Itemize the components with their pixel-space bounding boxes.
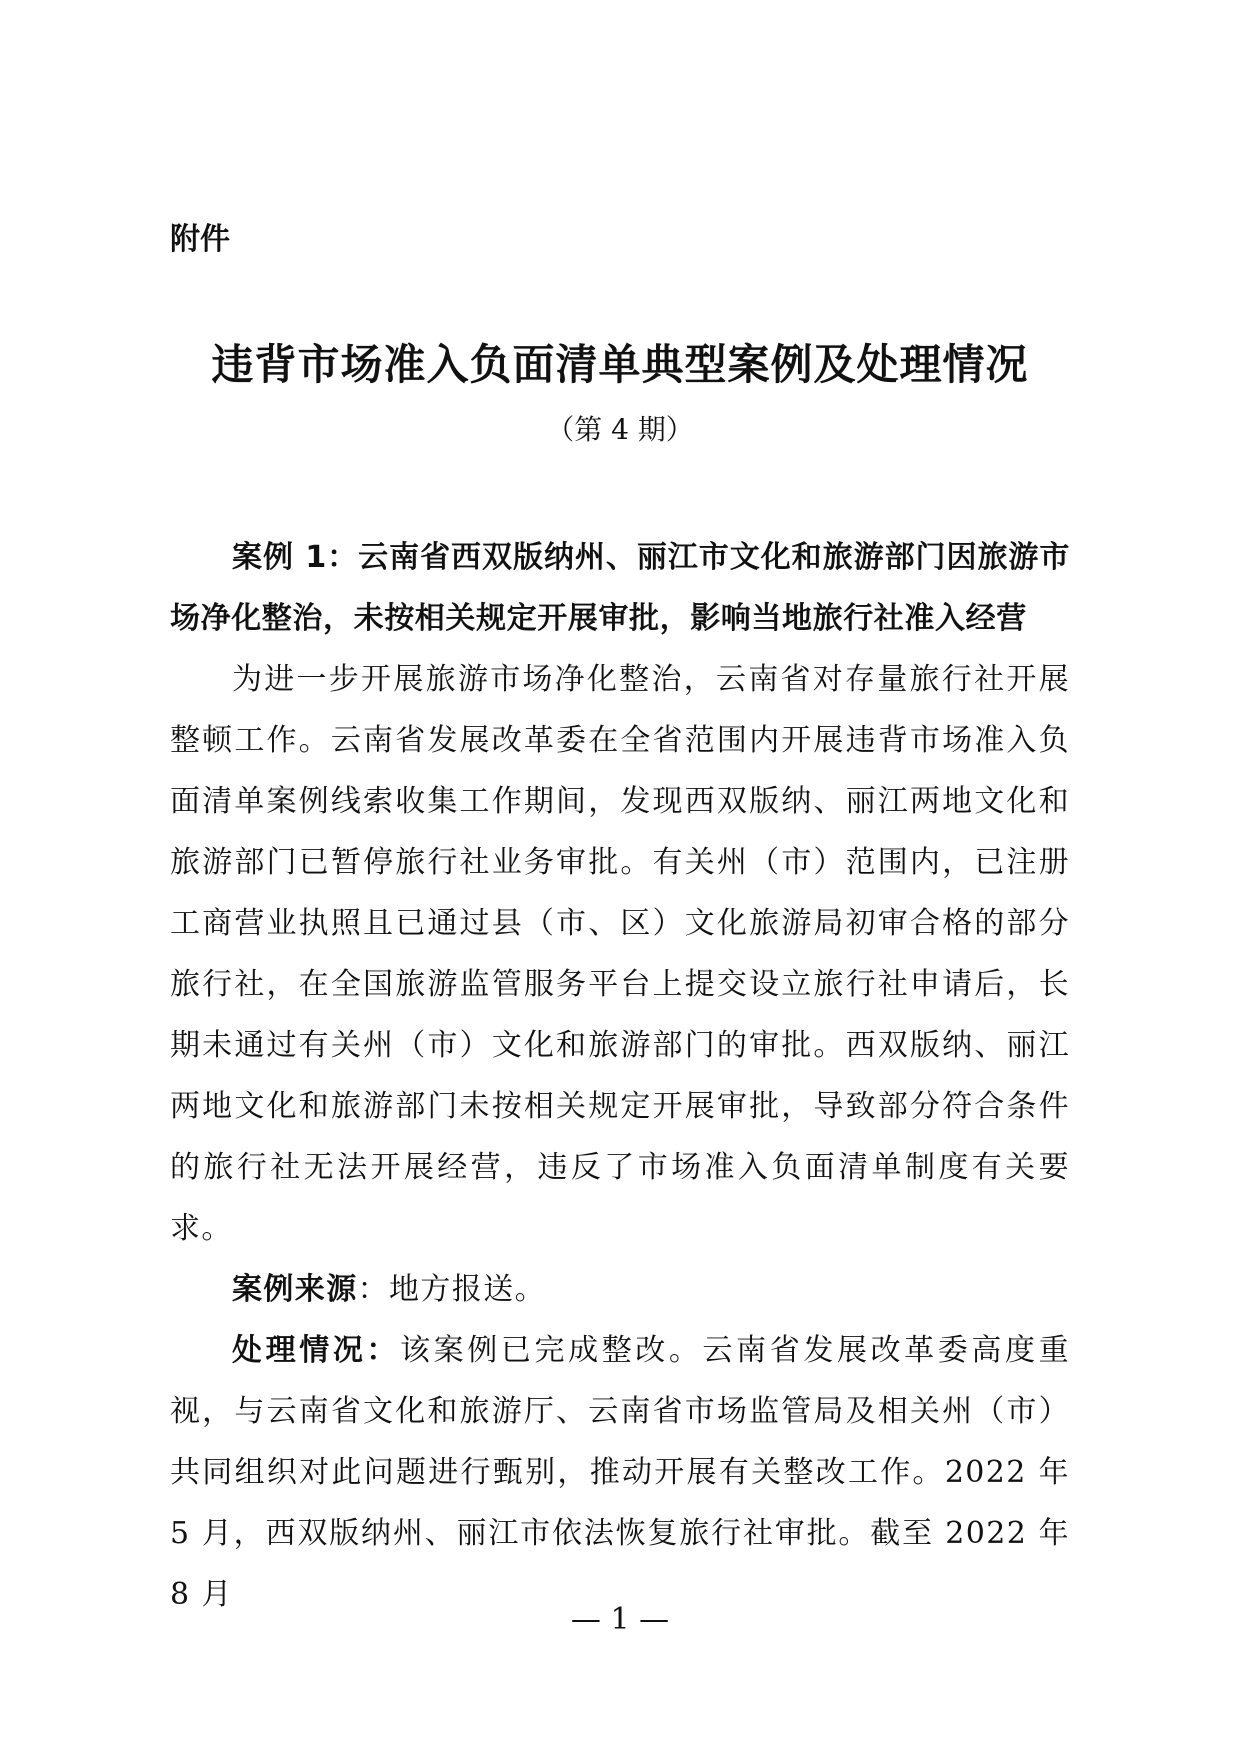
page-number: — 1 — xyxy=(570,1602,670,1637)
issue-number: （第 4 期） xyxy=(546,413,694,446)
document-body xyxy=(170,527,1070,1625)
document-title: 违背市场准入负面清单典型案例及处理情况 xyxy=(211,340,1029,389)
case-heading: 案例 1：云南省西双版纳州、丽江市文化和旅游部门因旅游市场净化整治，未按相关规定开展审批，影响当地旅行社准入经营 xyxy=(170,540,1070,636)
attachment-label: 附件 xyxy=(170,222,230,257)
case-source-label: 案例来源 xyxy=(232,1272,358,1307)
case-source-paragraph xyxy=(170,1259,1070,1320)
case-description: 为进一步开展旅游市场净化整治，云南省对存量旅行社开展整顿工作。云南省发展改革委在全省范围内开展违背市场准入负面清单案例线索收集工作期间，发现西双版纳、丽江两地文化和旅游部门已暂停旅行社业务审批。有关州（市）范围内，已注册工商营业执照且已通过县（市、区）文化旅游局初审合格的部分旅行社，在全国旅游监管服务平台上提交设立旅行社申请后，长期未通过有关州（市）文化和旅游部门的审批。西双版纳、丽江两地文化和旅游部门未按相关规定开展审批，导致部分符合条件的旅行社无法开展经营，违反了市场准入负面清单制度有关要求。 xyxy=(170,662,1070,1246)
case-handling-text: 该案例已完成整改。云南省发展改革委高度重视，与云南省文化和旅游厅、云南省市场监管局及相关州（市）共同组织对此问题进行甄别，推动开展有关整改工作。2022 年 5 月，西双版纳州、丽江市依法恢复旅行社审批。截至 2022 年 8 月 xyxy=(170,1333,1071,1612)
case-handling-paragraph xyxy=(170,1320,1070,1625)
case-source-text: ：地方报送。 xyxy=(357,1272,547,1307)
case-handling-label: 处理情况： xyxy=(232,1333,401,1368)
